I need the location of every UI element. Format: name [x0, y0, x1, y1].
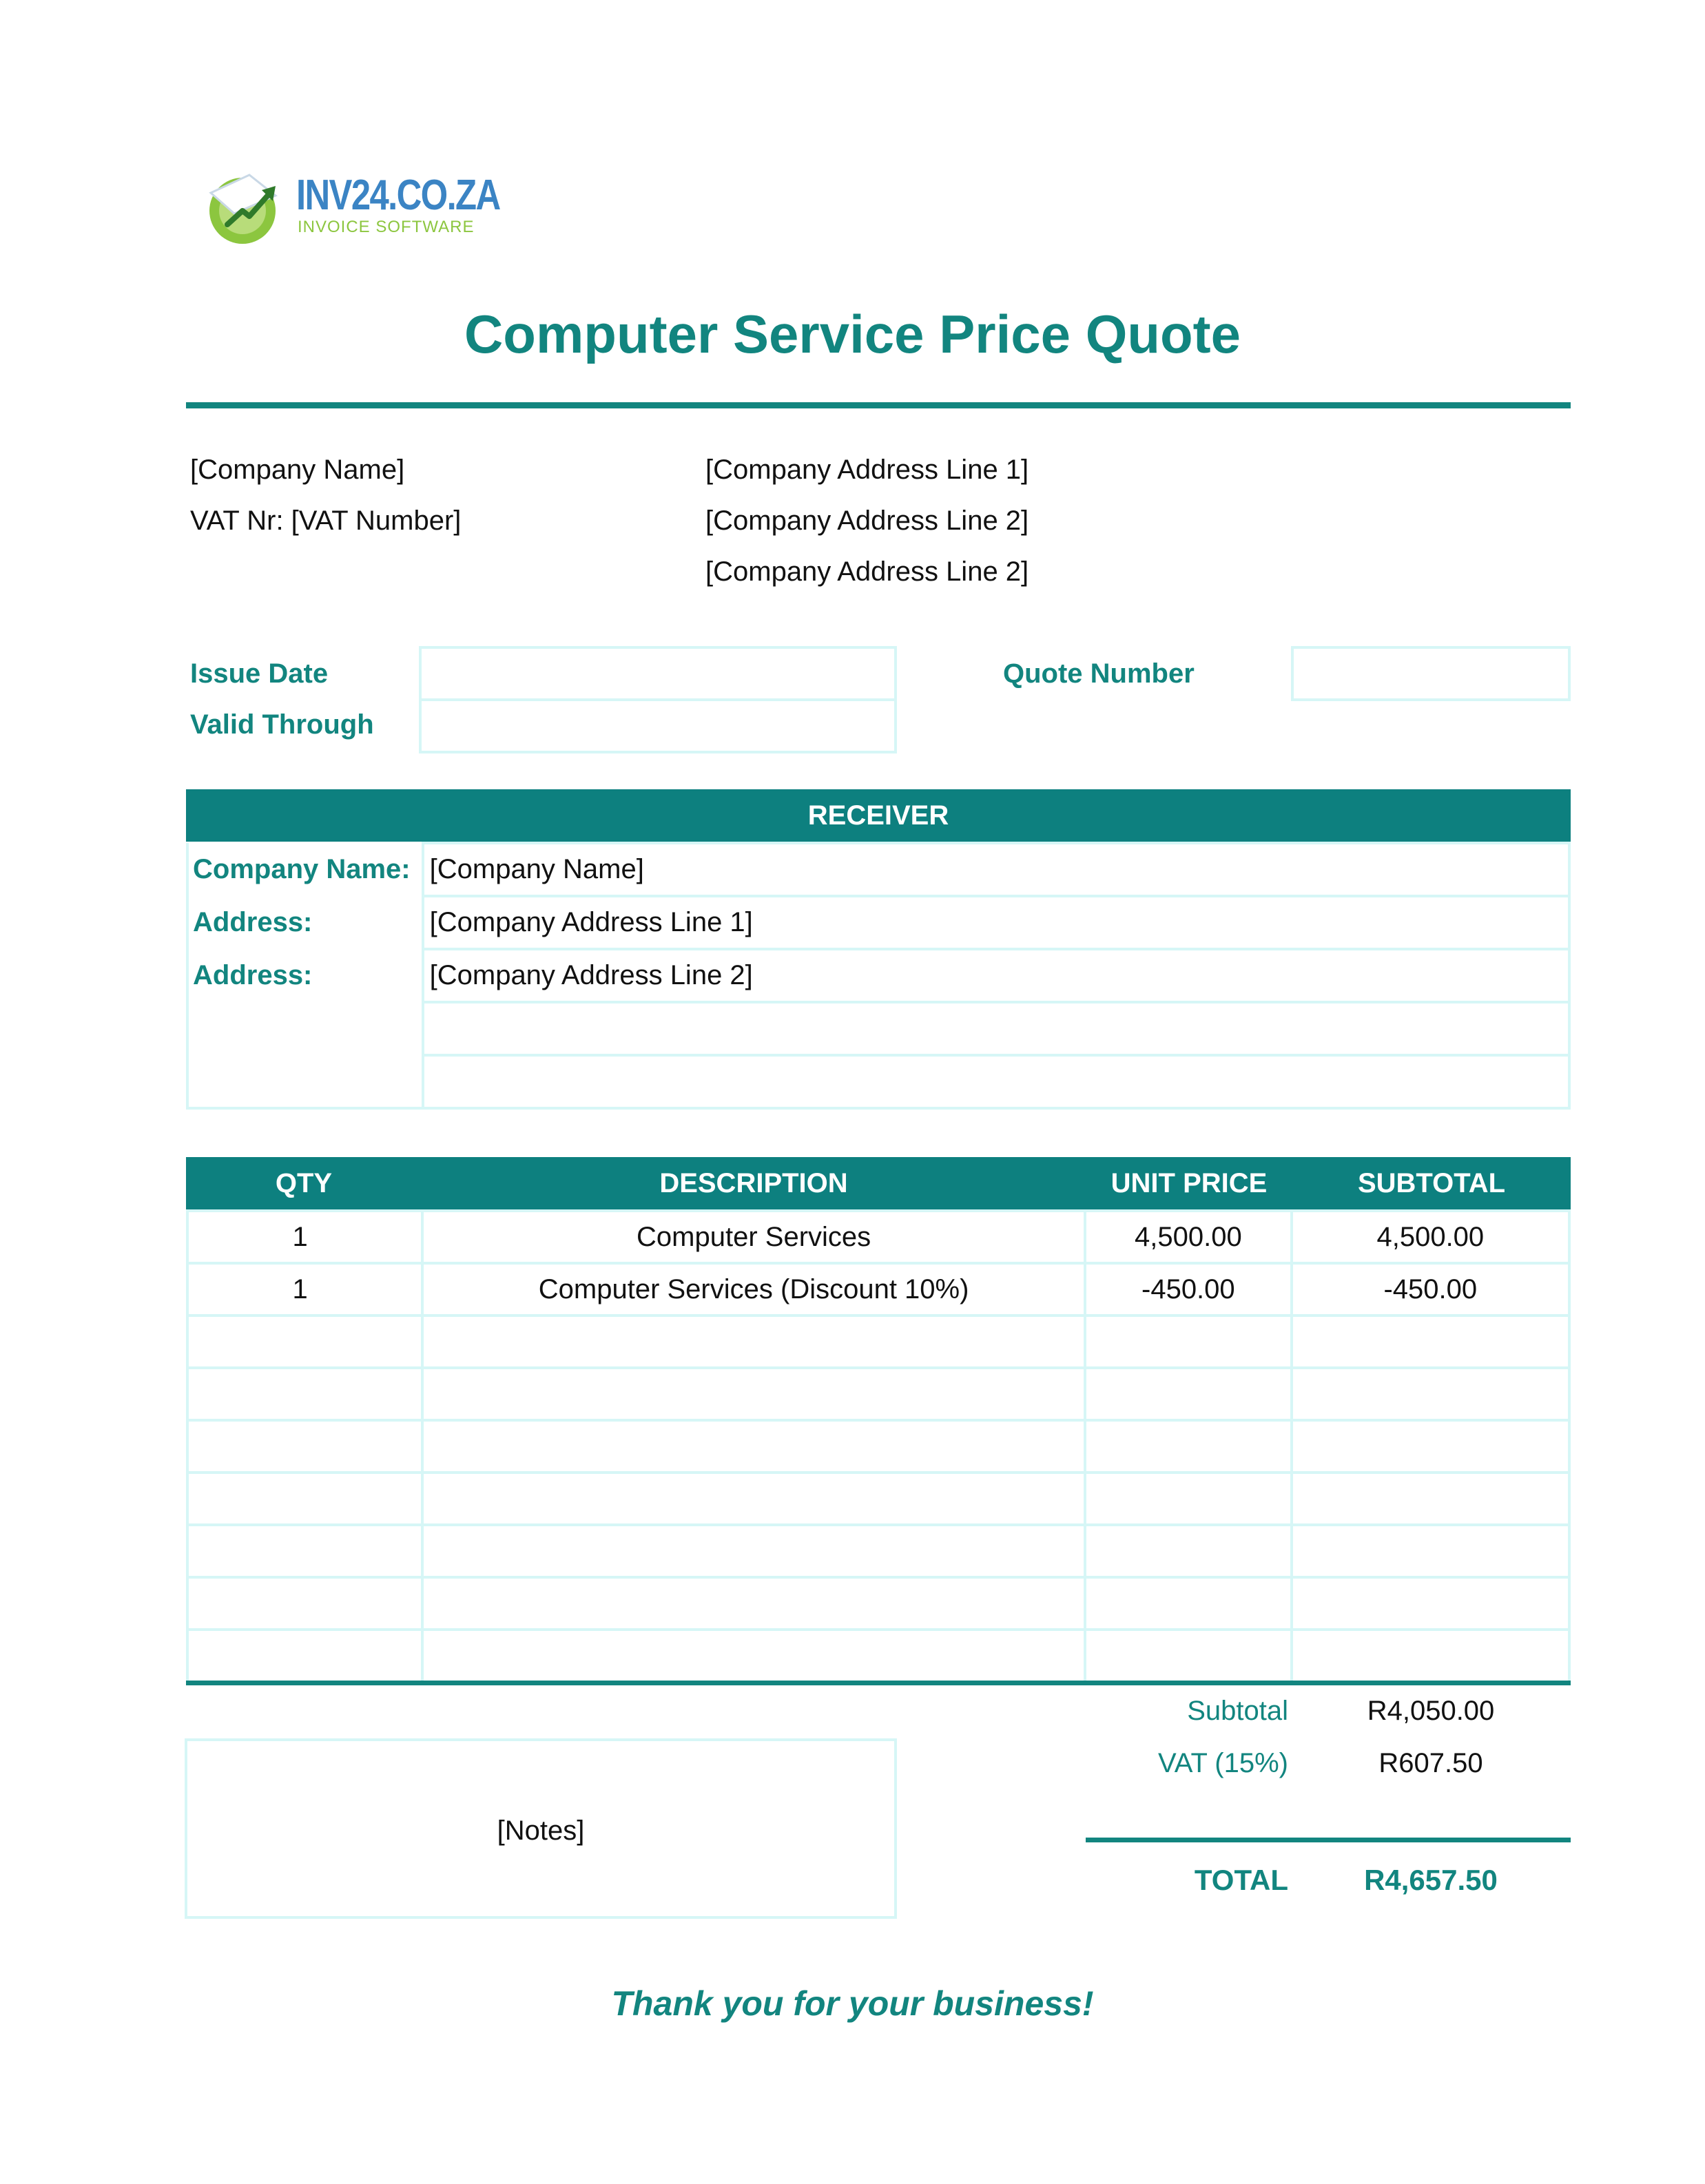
quote-number-field[interactable]	[1291, 646, 1571, 701]
receiver-row	[187, 896, 1569, 949]
sender-address-line-3: [Company Address Line 2]	[705, 557, 1029, 587]
item-subtotal[interactable]	[1292, 1577, 1569, 1630]
logo	[204, 165, 500, 248]
item-subtotal[interactable]	[1292, 1473, 1569, 1525]
item-subtotal[interactable]	[1292, 1525, 1569, 1577]
logo-brand-text: INV24.CO.ZA	[296, 171, 500, 219]
item-qty[interactable]	[187, 1577, 422, 1630]
items-header-qty: QTY	[275, 1168, 333, 1198]
item-description[interactable]	[422, 1525, 1085, 1577]
receiver-header: RECEIVER	[186, 789, 1571, 842]
receiver-row-label: Company Name:	[187, 843, 423, 896]
page-title: Computer Service Price Quote	[464, 304, 1241, 364]
table-row	[187, 1525, 1569, 1577]
item-subtotal[interactable]: 4,500.00	[1292, 1211, 1569, 1263]
table-row	[187, 1263, 1569, 1315]
receiver-row-label	[187, 1055, 423, 1108]
table-row	[187, 1315, 1569, 1368]
receiver-row	[187, 949, 1569, 1002]
item-unit-price[interactable]	[1085, 1577, 1292, 1630]
item-description[interactable]	[422, 1315, 1085, 1368]
total-label: TOTAL	[1194, 1864, 1288, 1896]
receiver-table	[186, 842, 1571, 1110]
items-bottom-rule	[186, 1681, 1571, 1685]
table-row	[187, 1630, 1569, 1682]
item-unit-price[interactable]	[1085, 1420, 1292, 1473]
item-description[interactable]	[422, 1473, 1085, 1525]
receiver-row-label: Address:	[187, 949, 423, 1002]
vat-value: R607.50	[1378, 1748, 1483, 1778]
item-qty[interactable]	[187, 1368, 422, 1420]
item-qty[interactable]	[187, 1473, 422, 1525]
item-subtotal[interactable]: -450.00	[1292, 1263, 1569, 1315]
sender-vat-number: VAT Nr: [VAT Number]	[190, 506, 462, 536]
item-unit-price[interactable]: -450.00	[1085, 1263, 1292, 1315]
receiver-row-value[interactable]	[423, 1002, 1569, 1055]
receiver-row	[187, 1055, 1569, 1108]
table-row	[187, 1473, 1569, 1525]
item-description[interactable]	[422, 1368, 1085, 1420]
issue-date-label: Issue Date	[190, 658, 329, 689]
item-qty[interactable]	[187, 1315, 422, 1368]
table-row	[187, 1368, 1569, 1420]
receiver-row-label	[187, 1002, 423, 1055]
valid-through-field[interactable]	[419, 698, 897, 753]
items-table	[186, 1209, 1571, 1683]
item-unit-price[interactable]	[1085, 1368, 1292, 1420]
item-subtotal[interactable]	[1292, 1368, 1569, 1420]
receiver-row-value[interactable]	[423, 1055, 1569, 1108]
logo-emblem-icon	[204, 165, 291, 248]
item-qty[interactable]: 1	[187, 1263, 422, 1315]
table-row	[187, 1211, 1569, 1263]
receiver-row-value[interactable]: [Company Name]	[423, 843, 1569, 896]
item-unit-price[interactable]	[1085, 1473, 1292, 1525]
item-description[interactable]	[422, 1630, 1085, 1682]
items-header	[186, 1157, 1571, 1209]
item-qty[interactable]	[187, 1525, 422, 1577]
vat-label: VAT (15%)	[1158, 1748, 1288, 1778]
item-description[interactable]: Computer Services (Discount 10%)	[422, 1263, 1085, 1315]
receiver-row-value[interactable]: [Company Address Line 1]	[423, 896, 1569, 949]
title-divider	[186, 402, 1571, 408]
item-unit-price[interactable]: 4,500.00	[1085, 1211, 1292, 1263]
sender-address-line-1: [Company Address Line 1]	[705, 455, 1029, 485]
receiver-row	[187, 843, 1569, 896]
item-unit-price[interactable]	[1085, 1315, 1292, 1368]
subtotal-label: Subtotal	[1187, 1696, 1288, 1726]
item-qty[interactable]	[187, 1420, 422, 1473]
item-description[interactable]	[422, 1420, 1085, 1473]
notes-box[interactable]	[185, 1738, 897, 1919]
total-value: R4,657.50	[1364, 1864, 1498, 1896]
item-unit-price[interactable]	[1085, 1525, 1292, 1577]
item-qty[interactable]	[187, 1630, 422, 1682]
item-subtotal[interactable]	[1292, 1315, 1569, 1368]
valid-through-label: Valid Through	[190, 709, 374, 740]
item-unit-price[interactable]	[1085, 1630, 1292, 1682]
item-qty[interactable]: 1	[187, 1211, 422, 1263]
sender-address-line-2: [Company Address Line 2]	[705, 506, 1029, 536]
table-row	[187, 1577, 1569, 1630]
table-row	[187, 1420, 1569, 1473]
items-header-unit-price: UNIT PRICE	[1110, 1168, 1268, 1198]
sender-company-name: [Company Name]	[190, 455, 405, 485]
item-description[interactable]	[422, 1577, 1085, 1630]
thank-you-message: Thank you for your business!	[611, 1984, 1094, 2023]
item-subtotal[interactable]	[1292, 1420, 1569, 1473]
items-header-subtotal: SUBTOTAL	[1357, 1168, 1506, 1198]
subtotal-value: R4,050.00	[1367, 1696, 1495, 1726]
receiver-row	[187, 1002, 1569, 1055]
receiver-row-value[interactable]: [Company Address Line 2]	[423, 949, 1569, 1002]
items-header-description: DESCRIPTION	[659, 1168, 848, 1198]
receiver-row-label: Address:	[187, 896, 423, 949]
item-subtotal[interactable]	[1292, 1630, 1569, 1682]
notes-text: [Notes]	[497, 1816, 585, 1846]
issue-date-field[interactable]	[419, 646, 897, 701]
item-description[interactable]: Computer Services	[422, 1211, 1085, 1263]
logo-tagline: INVOICE SOFTWARE	[298, 218, 475, 236]
quote-number-label: Quote Number	[1003, 658, 1195, 689]
total-divider	[1086, 1838, 1571, 1842]
